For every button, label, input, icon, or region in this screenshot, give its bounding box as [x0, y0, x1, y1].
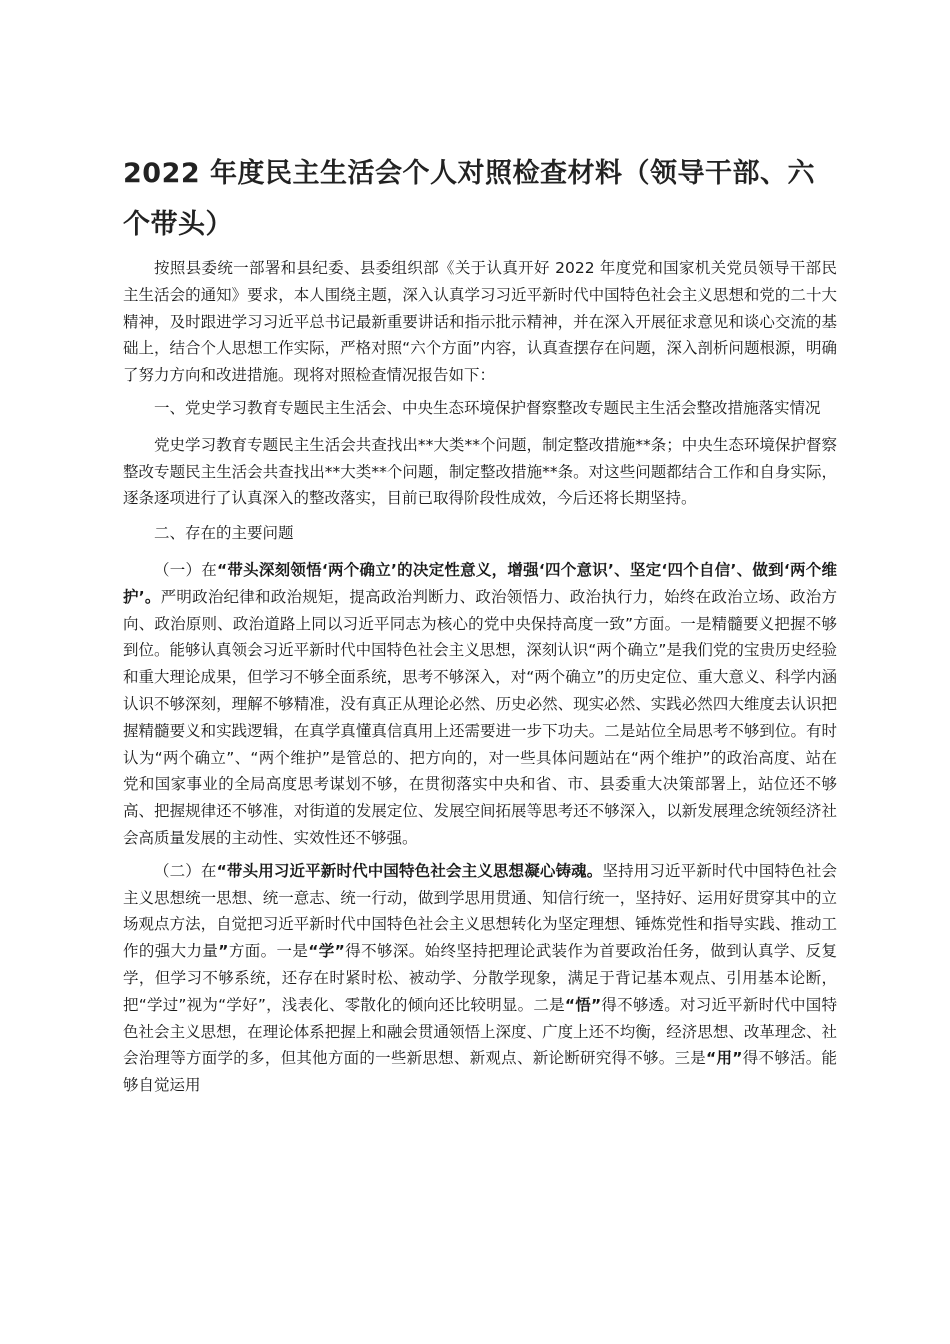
- item-1-lead: （一）在: [154, 560, 217, 579]
- item-2-body-d: 得不够透。对习近平新时代中国特色社会主义思想，在理论体系把握上和融会贯通领悟上深度、广度上还不均衡，经济思想、改革理念、社会治理等方面学的多，但其他方面的一些新思想、新观点、新论断研究得不够。三是: [123, 995, 838, 1068]
- item-2-lead: （二）在: [154, 861, 217, 880]
- item-1-bold-phrase: “带头深刻领悟‘两个确立’的决定性意义，增强‘四个意识’、坚定‘四个自信’、做到‘两个维护’。: [123, 560, 837, 606]
- section-2-heading: 二、存在的主要问题: [154, 524, 294, 543]
- section-1-heading: 一、党史学习教育专题民主生活会、中央生态环境保护督察整改专题民主生活会整改措施落实情况: [154, 398, 821, 417]
- item-2-body-b: 方面。一是: [228, 942, 309, 961]
- item-2-body-a: 坚持用习近平新时代中国特色社会主义思想统一思想、统一意志、统一行动，做到学思用贯通、知信行统一，坚持好、运用好贯穿其中的立场观点方法，自觉把习近平新时代中国特色社会主义思想转化为坚定理想、锤炼党性和指导实践、推动工作的强大力量: [123, 861, 837, 961]
- item-2-paragraph: [123, 858, 837, 1099]
- document-title: 2022 年度民主生活会个人对照检查材料（领导干部、六个带头）: [123, 158, 816, 240]
- item-2-bold-wu: “悟”: [564, 995, 602, 1014]
- item-2-bold-phrase: “带头用习近平新时代中国特色社会主义思想凝心铸魂。: [216, 861, 603, 880]
- item-2-bold-yong: “用”: [706, 1049, 743, 1068]
- section-1-body: 党史学习教育专题民主生活会共查找出**大类**个问题，制定整改措施**条；中央生态环境保护督察整改专题民主生活会共查找出**大类**个问题，制定整改措施**条。对这些问题都结合工作和自身实际，逐条逐项进行了认真深入的整改落实，目前已取得阶段性成效，今后还将长期坚持。: [123, 435, 837, 508]
- intro-paragraph: 按照县委统一部署和县纪委、县委组织部《关于认真开好 2022 年度党和国家机关党员领导干部民主生活会的通知》要求，本人围绕主题，深入认真学习习近平新时代中国特色社会主义思想和党的二十大精神，及时跟进学习习近平总书记最新重要讲话和指示批示精神，并在深入开展征求意见和谈心交流的基础上，结合个人思想工作实际，严格对照“六个方面”内容，认真查摆存在问题，深入剖析问题根源，明确了努力方向和改进措施。现将对照检查情况报告如下：: [123, 259, 837, 385]
- item-2-bold-xue: “学”: [308, 942, 345, 961]
- item-1-paragraph: [123, 557, 837, 852]
- item-2-body-c: 得不够深。始终坚持把理论武装作为首要政治任务，做到认真学、反复学，但学习不够系统，还存在时紧时松、被动学、分散学现象，满足于背记基本观点、引用基本论断，把“学过”视为“学好”，浅表化、零散化的倾向还比较明显。二是: [123, 942, 837, 1014]
- item-1-body: 严明政治纪律和政治规矩，提高政治判断力、政治领悟力、政治执行力，始终在政治立场、政治方向、政治原则、政治道路上同以习近平同志为核心的党中央保持高度一致”方面。一是精髓要义把握不够到位。能够认真领会习近平新时代中国特色社会主义思想，深刻认识“两个确立”是我们党的宝贵历史经验和重大理论成果，但学习不够全面系统，思考不够深入，对“两个确立”的历史定位、重大意义、科学内涵认识不够深刻，理解不够精准，没有真正从理论必然、历史必然、现实必然、实践必然四大维度去认识把握精髓要义和实践逻辑，在真学真懂真信真用上还需要进一步下功夫。二是站位全局思考不够到位。有时认为“两个确立”、“两个维护”是管总的、把方向的，对一些具体问题站在“两个维护”的政治高度、站在党和国家事业的全局高度思考谋划不够，在贯彻落实中央和省、市、县委重大决策部署上，站位还不够高、把握规律还不够准，对街道的发展定位、发展空间拓展等思考还不够深入，以新发展理念统领经济社会高质量发展的主动性、实效性还不够强。: [123, 587, 838, 847]
- item-2-bold-quote: ”: [218, 942, 229, 961]
- document-body: [123, 255, 837, 1105]
- item-2-body-e: 得不够活。能够自觉运用: [123, 1049, 837, 1095]
